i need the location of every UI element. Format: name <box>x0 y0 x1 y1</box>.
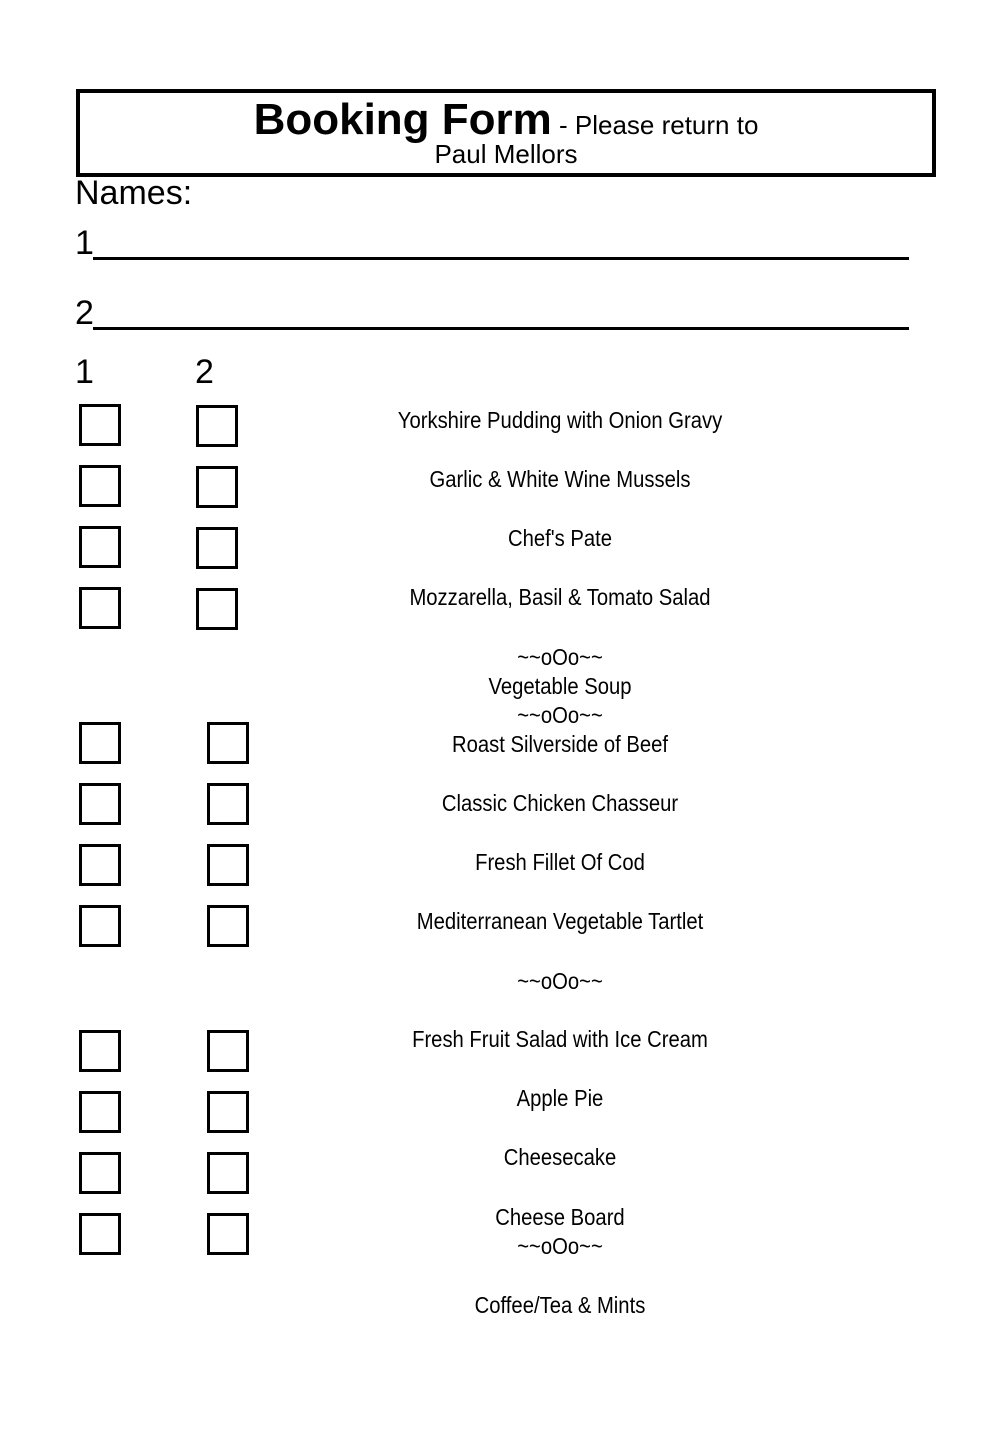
menu-item-starter-4: Mozzarella, Basil & Tomato Salad <box>409 584 711 610</box>
checkbox-person1-starter-3[interactable] <box>79 526 121 568</box>
checkbox-person2-dessert-2[interactable] <box>207 1091 249 1133</box>
checkbox-person1-dessert-1[interactable] <box>79 1030 121 1072</box>
checkbox-person1-main-1[interactable] <box>79 722 121 764</box>
checkbox-person2-starter-1[interactable] <box>196 405 238 447</box>
separator-4: ~~oOo~~ <box>517 1233 603 1259</box>
checkbox-person1-starter-2[interactable] <box>79 465 121 507</box>
name-number-2: 2 <box>75 294 94 332</box>
menu-item-dessert-1: Fresh Fruit Salad with Ice Cream <box>412 1026 708 1052</box>
menu-item-main-1: Roast Silverside of Beef <box>451 731 668 757</box>
names-label: Names: <box>75 174 193 212</box>
menu-item-starter-3: Chef's Pate <box>507 525 613 551</box>
checkbox-person2-main-1[interactable] <box>207 722 249 764</box>
checkbox-person2-dessert-3[interactable] <box>207 1152 249 1194</box>
checkbox-person2-main-2[interactable] <box>207 783 249 825</box>
header-box <box>76 89 936 177</box>
menu-item-dessert-4: Cheese Board <box>495 1204 625 1230</box>
header-title-line <box>80 95 932 145</box>
checkbox-person1-main-3[interactable] <box>79 844 121 886</box>
checkbox-person1-main-4[interactable] <box>79 905 121 947</box>
column-header-2: 2 <box>195 353 214 391</box>
checkbox-person2-main-3[interactable] <box>207 844 249 886</box>
separator-3: ~~oOo~~ <box>517 968 603 994</box>
checkbox-person2-starter-4[interactable] <box>196 588 238 630</box>
form-title: Booking Form <box>253 95 552 144</box>
separator-2: ~~oOo~~ <box>517 702 603 728</box>
checkbox-person2-starter-3[interactable] <box>196 527 238 569</box>
checkbox-person1-dessert-3[interactable] <box>79 1152 121 1194</box>
menu-item-main-4: Mediterranean Vegetable Tartlet <box>416 908 704 934</box>
name-line-2[interactable] <box>93 294 909 330</box>
checkbox-person1-dessert-4[interactable] <box>79 1213 121 1255</box>
checkbox-person2-main-4[interactable] <box>207 905 249 947</box>
menu-item-main-3: Fresh Fillet Of Cod <box>475 849 645 875</box>
column-header-1: 1 <box>75 353 94 391</box>
menu-item-main-2: Classic Chicken Chasseur <box>441 790 679 816</box>
menu-item-dessert-3: Cheesecake <box>503 1144 617 1170</box>
form-recipient: Paul Mellors <box>434 139 578 169</box>
checkbox-person1-starter-1[interactable] <box>79 404 121 446</box>
checkbox-person2-dessert-4[interactable] <box>207 1213 249 1255</box>
menu-item-dessert-2: Apple Pie <box>516 1085 604 1111</box>
checkbox-person2-starter-2[interactable] <box>196 466 238 508</box>
checkbox-person1-main-2[interactable] <box>79 783 121 825</box>
checkbox-person2-dessert-1[interactable] <box>207 1030 249 1072</box>
name-number-1: 1 <box>75 224 94 262</box>
form-subtitle: - Please return to <box>551 110 759 140</box>
menu-item-soup: Vegetable Soup <box>488 673 632 699</box>
checkbox-person1-dessert-2[interactable] <box>79 1091 121 1133</box>
menu-item-starter-2: Garlic & White Wine Mussels <box>429 466 691 492</box>
menu-item-finale: Coffee/Tea & Mints <box>474 1292 646 1318</box>
name-line-1[interactable] <box>93 224 909 260</box>
separator-1: ~~oOo~~ <box>517 644 603 670</box>
checkbox-person1-starter-4[interactable] <box>79 587 121 629</box>
menu-item-starter-1: Yorkshire Pudding with Onion Gravy <box>397 407 723 433</box>
